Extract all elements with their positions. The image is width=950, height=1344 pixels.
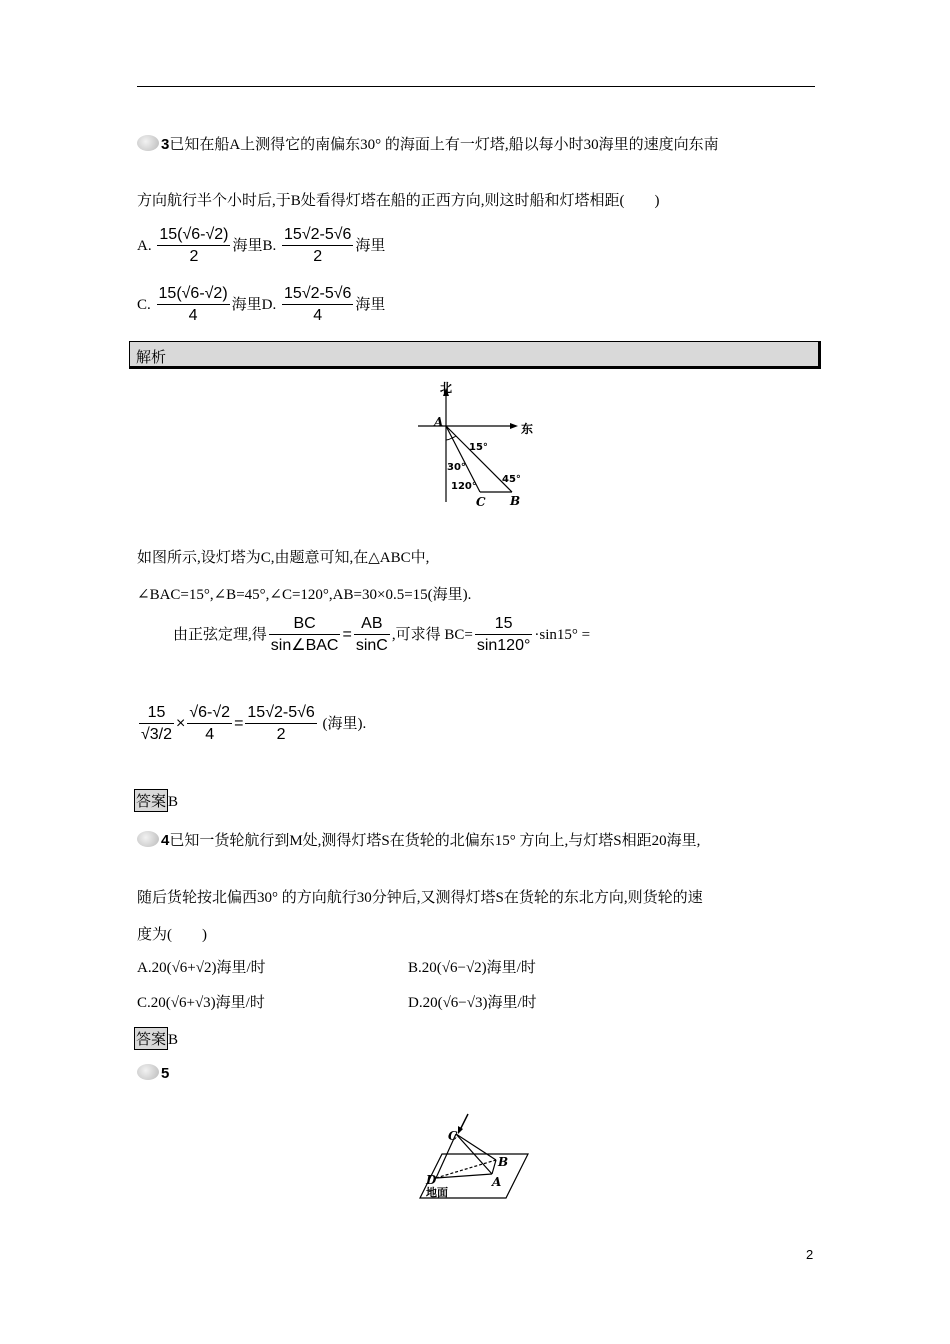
q4-optB: B.20(√6−√2)海里/时	[408, 960, 536, 976]
q3-optD-unit: 海里	[355, 296, 386, 313]
ground-figure	[412, 1110, 534, 1206]
q4-optA: A.20(√6+√2)海里/时	[137, 960, 266, 976]
q4-optD: D.20(√6−√3)海里/时	[408, 995, 537, 1011]
analysis-bar	[129, 341, 821, 369]
q3-text-line1: 已知在船A上测得它的南偏东30° 的海面上有一灯塔,船以每小时30海里的速度向东南	[169, 137, 719, 153]
label-north: 北	[440, 381, 453, 395]
q4-line3: 度为( )	[137, 927, 207, 943]
segment-ba	[492, 1160, 496, 1174]
q3-optD-frac: $\frac{15√2-5√6}{4}$	[284, 285, 352, 324]
sight-arrow-icon	[458, 1126, 463, 1134]
angle-arc-30	[446, 438, 452, 440]
label-ground: 地面	[426, 1186, 448, 1199]
bullet-icon	[137, 135, 159, 151]
label-30: 30°	[447, 462, 466, 473]
q5-number: 5	[161, 1065, 170, 1082]
sine-frac-bc: $\frac{BC}{\text{sin∠BAC}}$	[270, 615, 339, 654]
label-east: 东	[521, 422, 534, 436]
q3-optC-label: C.	[137, 296, 151, 313]
sine-frac-ab: $\frac{AB}{\sin C}$	[355, 615, 388, 654]
sin15-frac: $\frac{√6-√2}{4}$	[189, 704, 231, 743]
complex-frac: $\frac{15}{√3/2}$	[141, 704, 173, 743]
answer-tag: 答案	[134, 789, 168, 812]
label-a: A	[492, 1175, 502, 1189]
q3-answer-value: B	[168, 794, 179, 810]
sol-line3: 由正弦定理,得 $\frac{BC}{\text{sin∠BAC}}$ = $\frac{AB}{\sin C}$ ,可求得 BC= $\frac{15}{\sin 120^\circ}$ ·sin15° =	[173, 614, 590, 657]
q3-number: 3	[161, 136, 170, 153]
q3-optB-label: B.	[262, 237, 277, 254]
bullet-icon	[137, 831, 159, 847]
angle-arc-15	[452, 436, 456, 438]
result-frac: $\frac{15√2-5√6}{2}$	[247, 704, 315, 743]
q3-optA-frac: $\frac{15(√6-√2)}{2}$	[159, 226, 229, 265]
q3-options-ab	[137, 225, 385, 268]
q3-line2: 方向航行半个小时后,于B处看得灯塔在船的正西方向,则这时船和灯塔相距( )	[137, 193, 660, 209]
label-15: 15°	[469, 442, 488, 453]
sol-line1: 如图所示,设灯塔为C,由题意可知,在△ABC中,	[137, 550, 430, 566]
segment-da	[436, 1174, 492, 1178]
q3-optD-label: D.	[261, 296, 277, 313]
q4-line2: 随后货轮按北偏西30° 的方向航行30分钟后,又测得灯塔S在货轮的东北方向,则货轮的速	[137, 890, 703, 906]
sol-line2: ∠BAC=15°,∠B=45°,∠C=120°,AB=30×0.5=15(海里).	[137, 587, 472, 603]
q4-line1: 4已知一货轮航行到M处,测得灯塔S在货轮的北偏东15° 方向上,与灯塔S相距20海里,	[137, 829, 700, 850]
label-b: B	[498, 1155, 509, 1169]
q3-optB-frac: $\frac{15√2-5√6}{2}$	[284, 226, 352, 265]
answer-tag: 答案	[134, 1027, 168, 1050]
bullet-icon	[137, 1064, 159, 1080]
q3-optA-label: A.	[137, 237, 152, 254]
page-number: 2	[806, 1247, 814, 1262]
q3-optC-frac: $\frac{15(√6-√2)}{4}$	[158, 285, 228, 324]
east-arrow-icon	[510, 423, 518, 429]
q3-answer	[134, 789, 178, 812]
label-c: C	[476, 495, 486, 509]
q3-optA-unit: 海里	[232, 237, 263, 254]
label-120: 120°	[451, 481, 477, 492]
q4-answer-value: B	[168, 1032, 179, 1048]
q3-optB-unit: 海里	[355, 237, 386, 254]
label-d: D	[426, 1173, 437, 1187]
direction-figure	[410, 378, 540, 510]
analysis-label: 解析	[136, 350, 167, 366]
q5-line1	[137, 1064, 169, 1083]
bc-frac: $\frac{15}{\sin 120^\circ}$	[476, 615, 531, 654]
q3-optC-unit: 海里	[231, 296, 262, 313]
label-45: 45°	[502, 474, 521, 485]
sol-line4: $\frac{15}{√3/2}$ × $\frac{√6-√2}{4}$ = $\frac{15√2-5√6}{2}$ (海里).	[137, 703, 366, 746]
q3-line1	[137, 133, 719, 154]
q4-optC: C.20(√6+√3)海里/时	[137, 995, 265, 1011]
label-b: B	[510, 494, 521, 508]
label-a: A	[434, 415, 444, 429]
header-rule	[137, 86, 815, 87]
q4-number: 4	[161, 832, 170, 849]
q3-options-cd	[137, 284, 385, 327]
q4-answer	[134, 1027, 178, 1050]
sight-line	[460, 1114, 468, 1130]
label-c: C	[448, 1129, 458, 1143]
